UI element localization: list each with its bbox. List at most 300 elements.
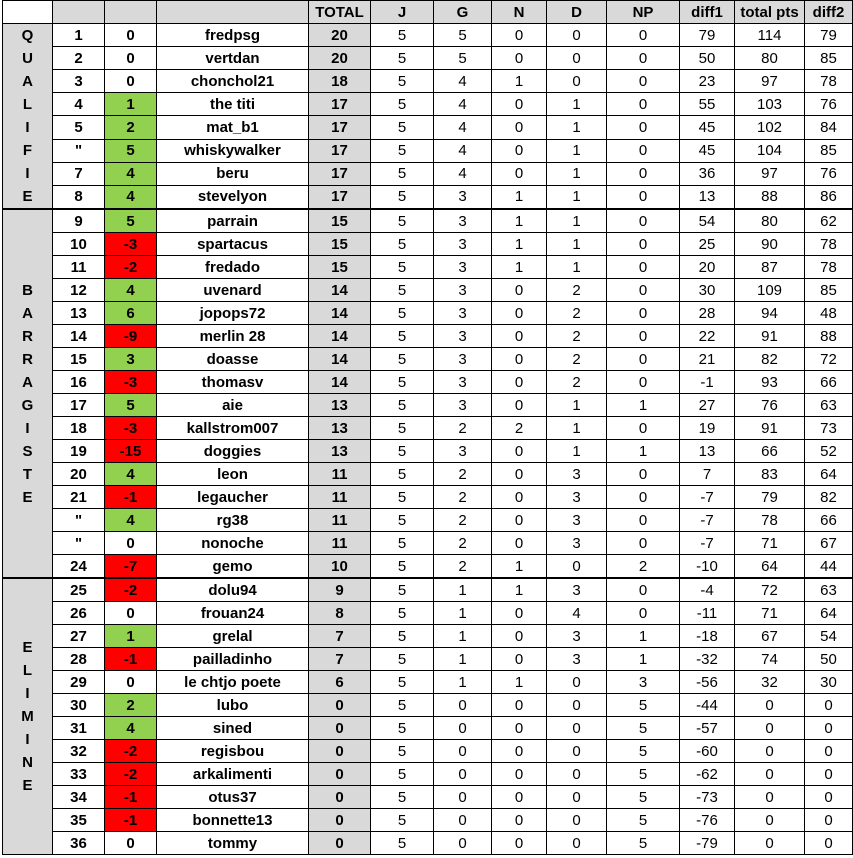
table-row (3, 509, 853, 532)
change-cell: 0 (105, 671, 157, 694)
total-pts-cell: 114 (735, 24, 805, 47)
table-row (3, 233, 853, 256)
d-cell: 3 (547, 648, 607, 671)
group-label-letter: E (22, 188, 33, 205)
rank-cell: 19 (53, 440, 105, 463)
diff1-cell: 30 (680, 279, 735, 302)
change-cell: -9 (105, 325, 157, 348)
d-cell: 0 (547, 717, 607, 740)
total-cell: 13 (309, 417, 371, 440)
g-cell: 0 (434, 832, 492, 855)
rank-cell: 12 (53, 279, 105, 302)
header-name-col (157, 1, 309, 24)
table-row (3, 70, 853, 93)
header-total: TOTAL (309, 1, 371, 24)
diff1-cell: -44 (680, 694, 735, 717)
j-cell: 5 (371, 279, 434, 302)
table-row (3, 325, 853, 348)
np-cell: 0 (607, 578, 680, 602)
n-cell: 2 (492, 417, 547, 440)
player-name: uvenard (157, 279, 309, 302)
table-row (3, 185, 853, 209)
total-cell: 17 (309, 116, 371, 139)
table-row (3, 371, 853, 394)
np-cell: 1 (607, 440, 680, 463)
g-cell: 3 (434, 325, 492, 348)
j-cell: 5 (371, 763, 434, 786)
total-pts-cell: 97 (735, 70, 805, 93)
change-cell: 0 (105, 602, 157, 625)
player-name: frouan24 (157, 602, 309, 625)
n-cell: 0 (492, 509, 547, 532)
player-name: regisbou (157, 740, 309, 763)
j-cell: 5 (371, 162, 434, 185)
d-cell: 3 (547, 625, 607, 648)
n-cell: 0 (492, 47, 547, 70)
total-pts-cell: 104 (735, 139, 805, 162)
diff2-cell: 54 (805, 625, 853, 648)
change-cell: 5 (105, 139, 157, 162)
j-cell: 5 (371, 93, 434, 116)
j-cell: 5 (371, 578, 434, 602)
n-cell: 1 (492, 209, 547, 233)
group-label (3, 24, 53, 210)
total-cell: 6 (309, 671, 371, 694)
player-name: doggies (157, 440, 309, 463)
np-cell: 0 (607, 139, 680, 162)
total-pts-cell: 109 (735, 279, 805, 302)
d-cell: 3 (547, 509, 607, 532)
rank-cell: 8 (53, 185, 105, 209)
diff2-cell: 86 (805, 185, 853, 209)
n-cell: 0 (492, 740, 547, 763)
d-cell: 0 (547, 763, 607, 786)
table-row (3, 555, 853, 579)
d-cell: 0 (547, 809, 607, 832)
diff1-cell: 55 (680, 93, 735, 116)
diff2-cell: 85 (805, 279, 853, 302)
n-cell: 0 (492, 602, 547, 625)
group-label-letter: F (22, 142, 33, 159)
np-cell: 2 (607, 555, 680, 579)
g-cell: 2 (434, 509, 492, 532)
np-cell: 0 (607, 185, 680, 209)
change-cell: -2 (105, 740, 157, 763)
rank-cell: 11 (53, 256, 105, 279)
player-name: nonoche (157, 532, 309, 555)
n-cell: 0 (492, 486, 547, 509)
diff1-cell: -11 (680, 602, 735, 625)
d-cell: 1 (547, 139, 607, 162)
change-cell: -3 (105, 371, 157, 394)
d-cell: 4 (547, 602, 607, 625)
table-row (3, 602, 853, 625)
d-cell: 1 (547, 185, 607, 209)
group-label-letter: L (22, 96, 33, 113)
group-label-letter: A (22, 73, 33, 90)
player-name: aie (157, 394, 309, 417)
total-pts-cell: 80 (735, 47, 805, 70)
total-pts-cell: 78 (735, 509, 805, 532)
diff1-cell: -62 (680, 763, 735, 786)
diff1-cell: 25 (680, 233, 735, 256)
player-name: dolu94 (157, 578, 309, 602)
header-diff1: diff1 (680, 1, 735, 24)
diff2-cell: 88 (805, 325, 853, 348)
change-cell: 4 (105, 509, 157, 532)
n-cell: 0 (492, 786, 547, 809)
np-cell: 5 (607, 763, 680, 786)
np-cell: 0 (607, 93, 680, 116)
total-cell: 7 (309, 648, 371, 671)
diff2-cell: 62 (805, 209, 853, 233)
diff1-cell: 20 (680, 256, 735, 279)
g-cell: 3 (434, 185, 492, 209)
group-label-letter: U (22, 50, 33, 67)
table-row (3, 440, 853, 463)
diff2-cell: 66 (805, 509, 853, 532)
standings-table (2, 0, 853, 855)
table-row (3, 625, 853, 648)
total-pts-cell: 79 (735, 486, 805, 509)
rank-cell: " (53, 509, 105, 532)
player-name: otus37 (157, 786, 309, 809)
total-cell: 8 (309, 602, 371, 625)
diff1-cell: -56 (680, 671, 735, 694)
diff1-cell: 19 (680, 417, 735, 440)
total-cell: 0 (309, 809, 371, 832)
change-cell: -1 (105, 809, 157, 832)
table-row (3, 209, 853, 233)
n-cell: 0 (492, 440, 547, 463)
g-cell: 1 (434, 578, 492, 602)
d-cell: 2 (547, 302, 607, 325)
diff1-cell: -7 (680, 486, 735, 509)
j-cell: 5 (371, 832, 434, 855)
diff2-cell: 0 (805, 832, 853, 855)
rank-cell: 29 (53, 671, 105, 694)
player-name: chonchol21 (157, 70, 309, 93)
diff1-cell: -7 (680, 532, 735, 555)
diff2-cell: 0 (805, 763, 853, 786)
diff2-cell: 63 (805, 578, 853, 602)
d-cell: 0 (547, 47, 607, 70)
diff2-cell: 85 (805, 47, 853, 70)
group-label-letter: E (22, 777, 33, 794)
diff1-cell: -10 (680, 555, 735, 579)
np-cell: 0 (607, 279, 680, 302)
player-name: bonnette13 (157, 809, 309, 832)
rank-cell: 36 (53, 832, 105, 855)
diff1-cell: -79 (680, 832, 735, 855)
player-name: fredpsg (157, 24, 309, 47)
group-label (3, 209, 53, 578)
n-cell: 0 (492, 809, 547, 832)
rank-cell: 14 (53, 325, 105, 348)
diff2-cell: 52 (805, 440, 853, 463)
np-cell: 5 (607, 740, 680, 763)
rank-cell: " (53, 532, 105, 555)
diff2-cell: 64 (805, 463, 853, 486)
rank-cell: 3 (53, 70, 105, 93)
n-cell: 0 (492, 93, 547, 116)
diff2-cell: 78 (805, 256, 853, 279)
diff1-cell: -4 (680, 578, 735, 602)
rank-cell: 5 (53, 116, 105, 139)
rank-cell: 26 (53, 602, 105, 625)
total-pts-cell: 103 (735, 93, 805, 116)
table-row (3, 532, 853, 555)
header-np: NP (607, 1, 680, 24)
g-cell: 2 (434, 555, 492, 579)
diff1-cell: -1 (680, 371, 735, 394)
group-label-letter: B (22, 281, 33, 299)
diff1-cell: 27 (680, 394, 735, 417)
j-cell: 5 (371, 394, 434, 417)
table-row (3, 648, 853, 671)
table-row (3, 256, 853, 279)
diff1-cell: -57 (680, 717, 735, 740)
diff2-cell: 76 (805, 162, 853, 185)
player-name: arkalimenti (157, 763, 309, 786)
j-cell: 5 (371, 70, 434, 93)
j-cell: 5 (371, 256, 434, 279)
total-pts-cell: 94 (735, 302, 805, 325)
j-cell: 5 (371, 348, 434, 371)
j-cell: 5 (371, 671, 434, 694)
diff1-cell: -60 (680, 740, 735, 763)
g-cell: 3 (434, 256, 492, 279)
j-cell: 5 (371, 786, 434, 809)
change-cell: 4 (105, 162, 157, 185)
standings-body (3, 24, 853, 855)
total-cell: 0 (309, 786, 371, 809)
player-name: merlin 28 (157, 325, 309, 348)
change-cell: -2 (105, 763, 157, 786)
total-cell: 14 (309, 325, 371, 348)
player-name: kallstrom007 (157, 417, 309, 440)
diff1-cell: -7 (680, 509, 735, 532)
g-cell: 1 (434, 625, 492, 648)
player-name: mat_b1 (157, 116, 309, 139)
g-cell: 1 (434, 602, 492, 625)
header-row (3, 1, 853, 24)
total-cell: 11 (309, 463, 371, 486)
np-cell: 5 (607, 786, 680, 809)
diff2-cell: 0 (805, 717, 853, 740)
np-cell: 0 (607, 371, 680, 394)
change-cell: 5 (105, 394, 157, 417)
total-pts-cell: 0 (735, 809, 805, 832)
g-cell: 1 (434, 648, 492, 671)
j-cell: 5 (371, 440, 434, 463)
total-pts-cell: 0 (735, 740, 805, 763)
change-cell: 2 (105, 116, 157, 139)
diff1-cell: 50 (680, 47, 735, 70)
d-cell: 0 (547, 740, 607, 763)
change-cell: 6 (105, 302, 157, 325)
total-pts-cell: 91 (735, 325, 805, 348)
table-row (3, 809, 853, 832)
diff2-cell: 0 (805, 694, 853, 717)
change-cell: -2 (105, 256, 157, 279)
d-cell: 0 (547, 24, 607, 47)
player-name: pailladinho (157, 648, 309, 671)
np-cell: 0 (607, 532, 680, 555)
total-cell: 13 (309, 394, 371, 417)
np-cell: 0 (607, 417, 680, 440)
n-cell: 0 (492, 625, 547, 648)
diff2-cell: 63 (805, 394, 853, 417)
diff1-cell: 23 (680, 70, 735, 93)
total-cell: 15 (309, 233, 371, 256)
diff2-cell: 85 (805, 139, 853, 162)
total-cell: 18 (309, 70, 371, 93)
j-cell: 5 (371, 417, 434, 440)
total-cell: 0 (309, 740, 371, 763)
total-cell: 17 (309, 162, 371, 185)
rank-cell: 1 (53, 24, 105, 47)
change-cell: -3 (105, 417, 157, 440)
table-row (3, 47, 853, 70)
total-pts-cell: 74 (735, 648, 805, 671)
group-label-letter: L (22, 662, 33, 679)
diff1-cell: 22 (680, 325, 735, 348)
change-cell: 0 (105, 70, 157, 93)
rank-cell: 33 (53, 763, 105, 786)
player-name: fredado (157, 256, 309, 279)
change-cell: 4 (105, 279, 157, 302)
rank-cell: 25 (53, 578, 105, 602)
n-cell: 0 (492, 532, 547, 555)
j-cell: 5 (371, 185, 434, 209)
total-pts-cell: 102 (735, 116, 805, 139)
d-cell: 3 (547, 578, 607, 602)
header-g: G (434, 1, 492, 24)
n-cell: 1 (492, 185, 547, 209)
n-cell: 0 (492, 162, 547, 185)
np-cell: 0 (607, 486, 680, 509)
d-cell: 2 (547, 279, 607, 302)
np-cell: 0 (607, 70, 680, 93)
rank-cell: 10 (53, 233, 105, 256)
header-j: J (371, 1, 434, 24)
table-row (3, 763, 853, 786)
group-label-letter: A (22, 373, 33, 391)
np-cell: 0 (607, 116, 680, 139)
d-cell: 1 (547, 417, 607, 440)
n-cell: 0 (492, 394, 547, 417)
n-cell: 0 (492, 116, 547, 139)
g-cell: 2 (434, 486, 492, 509)
diff2-cell: 84 (805, 116, 853, 139)
n-cell: 1 (492, 578, 547, 602)
np-cell: 0 (607, 325, 680, 348)
j-cell: 5 (371, 717, 434, 740)
np-cell: 1 (607, 648, 680, 671)
j-cell: 5 (371, 116, 434, 139)
np-cell: 0 (607, 233, 680, 256)
n-cell: 0 (492, 348, 547, 371)
j-cell: 5 (371, 809, 434, 832)
diff1-cell: 45 (680, 139, 735, 162)
total-pts-cell: 0 (735, 786, 805, 809)
group-label-letter: A (22, 304, 33, 322)
n-cell: 0 (492, 763, 547, 786)
total-pts-cell: 32 (735, 671, 805, 694)
header-total-pts: total pts (735, 1, 805, 24)
rank-cell: 15 (53, 348, 105, 371)
total-pts-cell: 80 (735, 209, 805, 233)
group-label-letter: I (25, 731, 30, 748)
table-row (3, 671, 853, 694)
total-pts-cell: 83 (735, 463, 805, 486)
j-cell: 5 (371, 325, 434, 348)
player-name: gemo (157, 555, 309, 579)
player-name: leon (157, 463, 309, 486)
n-cell: 0 (492, 371, 547, 394)
total-cell: 20 (309, 47, 371, 70)
total-cell: 15 (309, 256, 371, 279)
group-label-letter: R (22, 327, 33, 345)
table-row (3, 578, 853, 602)
diff1-cell: 36 (680, 162, 735, 185)
change-cell: -2 (105, 578, 157, 602)
rank-cell: 21 (53, 486, 105, 509)
diff2-cell: 0 (805, 809, 853, 832)
np-cell: 1 (607, 394, 680, 417)
np-cell: 1 (607, 625, 680, 648)
total-cell: 17 (309, 185, 371, 209)
d-cell: 1 (547, 394, 607, 417)
g-cell: 3 (434, 348, 492, 371)
player-name: rg38 (157, 509, 309, 532)
diff2-cell: 79 (805, 24, 853, 47)
d-cell: 1 (547, 256, 607, 279)
table-row (3, 279, 853, 302)
player-name: stevelyon (157, 185, 309, 209)
header-group-col (3, 1, 53, 24)
rank-cell: 24 (53, 555, 105, 579)
j-cell: 5 (371, 139, 434, 162)
j-cell: 5 (371, 24, 434, 47)
group-label-letter: E (22, 488, 33, 506)
g-cell: 2 (434, 463, 492, 486)
total-pts-cell: 0 (735, 832, 805, 855)
diff2-cell: 0 (805, 786, 853, 809)
rank-cell: 7 (53, 162, 105, 185)
d-cell: 1 (547, 233, 607, 256)
j-cell: 5 (371, 302, 434, 325)
rank-cell: 4 (53, 93, 105, 116)
total-pts-cell: 71 (735, 602, 805, 625)
player-name: spartacus (157, 233, 309, 256)
player-name: whiskywalker (157, 139, 309, 162)
total-pts-cell: 67 (735, 625, 805, 648)
d-cell: 0 (547, 555, 607, 579)
d-cell: 2 (547, 371, 607, 394)
change-cell: -3 (105, 233, 157, 256)
n-cell: 0 (492, 717, 547, 740)
g-cell: 4 (434, 93, 492, 116)
table-row (3, 93, 853, 116)
rank-cell: 31 (53, 717, 105, 740)
j-cell: 5 (371, 555, 434, 579)
n-cell: 1 (492, 256, 547, 279)
np-cell: 0 (607, 162, 680, 185)
rank-cell: 18 (53, 417, 105, 440)
g-cell: 3 (434, 440, 492, 463)
